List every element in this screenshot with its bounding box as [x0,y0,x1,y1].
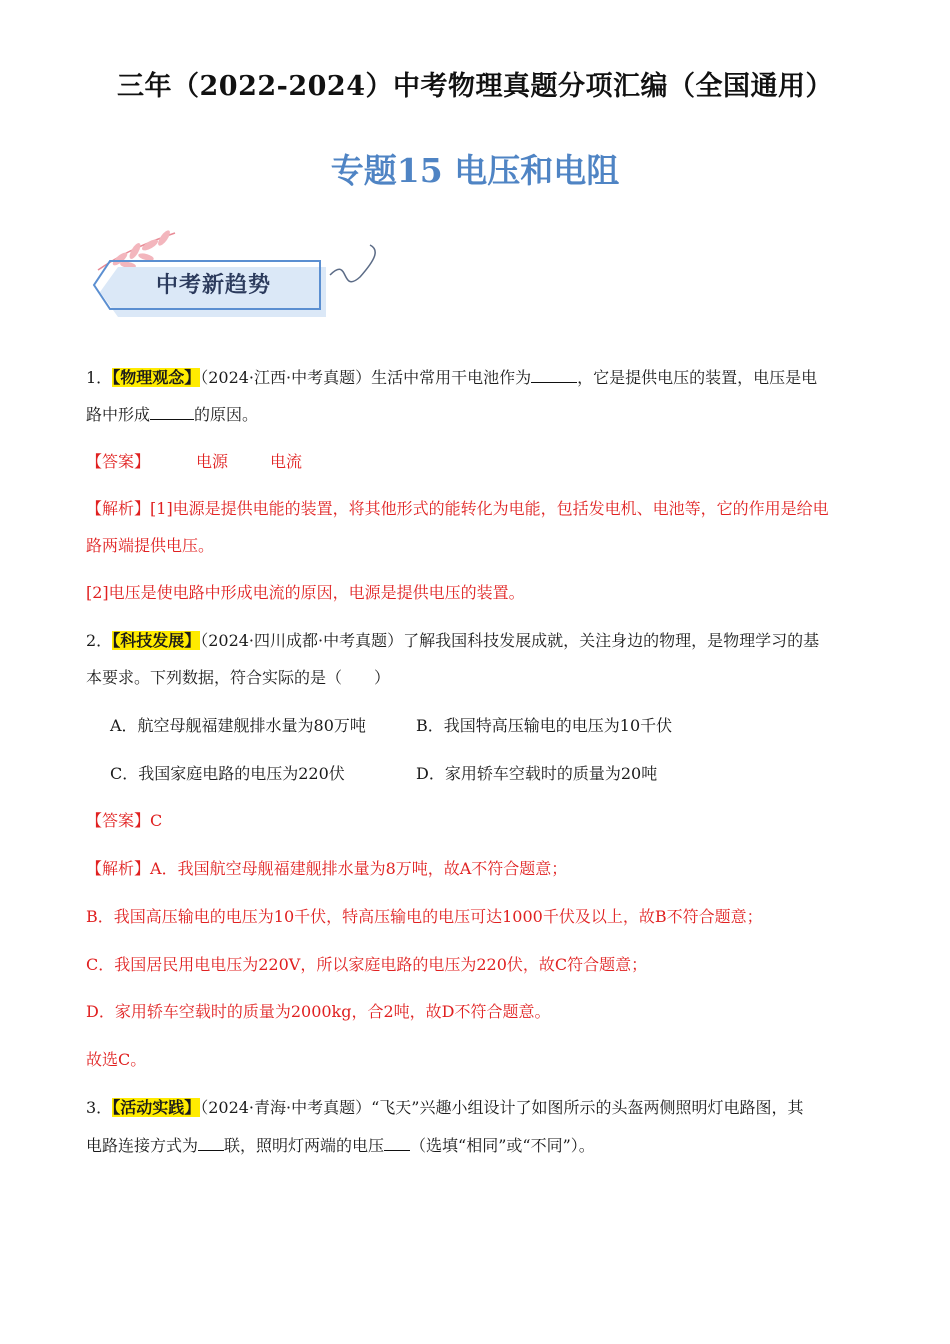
q2-analysis-c: C．我国居民用电电压为220V，所以家庭电路的电压为220伏，故C符合题意； [86,955,648,974]
q1-stem-line1 [86,366,817,389]
q1-text: 的原因。 [194,405,259,424]
q1-stem-line2 [86,403,258,426]
q2-analysis-b: B．我国高压输电的电压为10千伏，特高压输电的电压可达1000千伏及以上，故B不符合题意； [86,907,763,926]
q3-number: 3． [86,1098,113,1117]
answer-label: 【答案】 [86,452,151,471]
q3-text: （选填“相同”或“不同”）。 [410,1136,595,1155]
q1-blank-2 [150,403,194,420]
q3-blank-1 [198,1134,224,1151]
q3-tag: 【活动实践】 [112,1098,201,1117]
q1-analysis-1 [86,498,829,520]
q1-text: ，它是提供电压的装置，电压是电 [577,368,818,387]
q1-number: 1． [86,368,113,387]
q1-blank-1 [531,366,577,383]
q3-stem-line2 [86,1134,595,1157]
analysis-label: 【解析】 [86,859,151,878]
q1-source: （2024·江西·中考真题） [200,368,372,387]
analysis-text: [1]电源是提供电能的装置，将其他形式的能转化为电能，包括发电机、电池等，它的作用是给电 [150,499,829,518]
q2-analysis-d: D．家用轿车空载时的质量为2000kg，合2吨，故D不符合题意。 [86,1002,551,1021]
q2-source: （2024·四川成都·中考真题） [200,631,404,650]
q2-analysis-a [86,858,567,880]
q2-stem-line1 [86,630,819,652]
q1-tag: 【物理观念】 [112,368,201,387]
q2-stem-line2: 本要求。下列数据，符合实际的是（ ） [86,668,391,687]
q1-answer-1: 电源 [196,452,229,471]
q2-option-d: D．家用轿车空载时的质量为20吨 [416,764,658,783]
q2-option-c: C．我国家庭电路的电压为220伏 [110,764,345,783]
q2-answer-value: C [150,811,163,830]
q2-text: 了解我国科技发展成就，关注身边的物理，是物理学习的基 [403,631,820,650]
leaf-branch-icon [98,229,175,270]
q1-analysis-1b: 路两端提供电压。 [86,536,215,555]
topic-title: 专题15 电压和电阻 [330,151,620,190]
answer-label: 【答案】 [86,811,151,830]
q2-option-b: B．我国特高压输电的电压为10千伏 [416,716,673,735]
q3-text: 联，照明灯两端的电压 [224,1136,385,1155]
q3-text: 电路连接方式为 [86,1136,199,1155]
swirl-icon [330,245,375,282]
q1-answer [86,451,302,473]
q3-source: （2024·青海·中考真题） [200,1098,372,1117]
q3-blank-2 [384,1134,410,1151]
q3-text: “飞天”兴趣小组设计了如图所示的头盔两侧照明灯电路图，其 [371,1098,804,1117]
q2-number: 2． [86,631,113,650]
banner-label: 中考新趋势 [156,273,272,298]
q1-text: 生活中常用干电池作为 [371,368,532,387]
q2-answer [86,810,162,832]
q2-option-a: A．航空母舰福建舰排水量为80万吨 [110,716,366,735]
page-title: 三年（2022-2024）中考物理真题分项汇编（全国通用） [117,71,833,102]
q1-text: 路中形成 [86,405,151,424]
q2-tag: 【科技发展】 [112,631,201,650]
analysis-label: 【解析】 [86,499,151,518]
q1-analysis-2: [2]电压是使电路中形成电流的原因，电源是提供电压的装置。 [86,583,525,602]
analysis-text: A．我国航空母舰福建舰排水量为8万吨，故A不符合题意； [150,859,568,878]
q1-answer-2: 电流 [270,452,303,471]
q2-conclusion: 故选C。 [86,1050,147,1069]
q3-stem-line1 [86,1097,803,1119]
